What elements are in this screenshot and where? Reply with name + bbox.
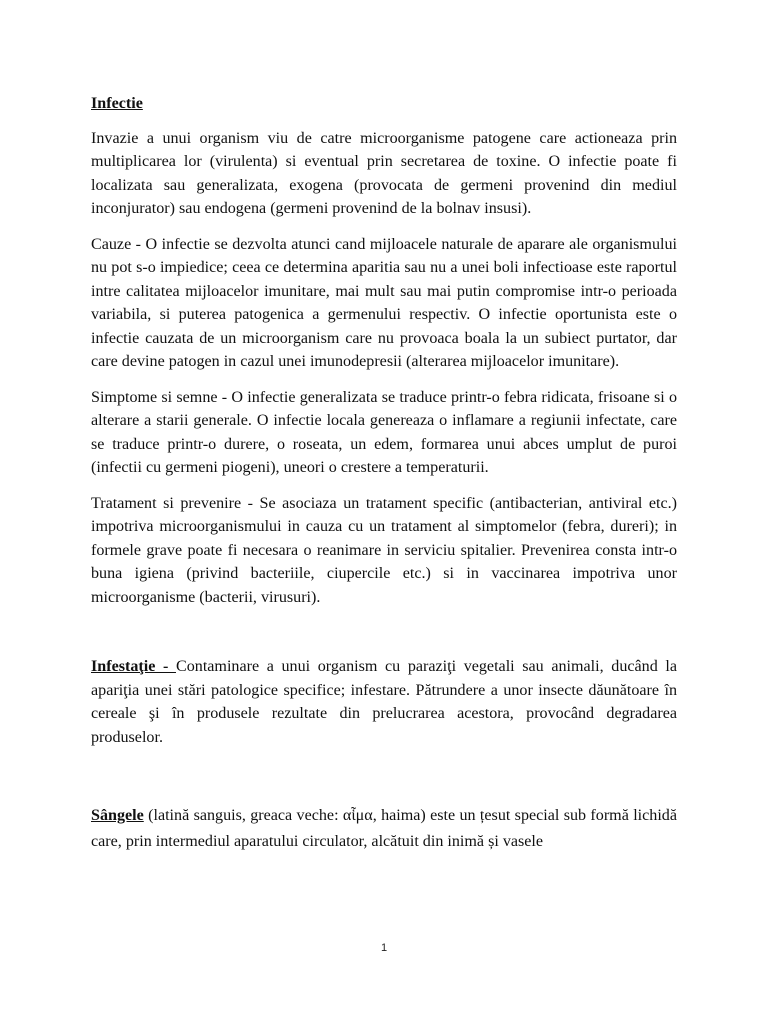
blood-definition: (latină sanguis, greaca veche: αἷμα, haima) este un țesut special sub formă lichidă care, prin intermediul aparatului circulator, alcătuit din inimă și vasele <box>91 807 677 850</box>
section-spacer <box>91 761 677 803</box>
infestation-paragraph <box>91 655 677 749</box>
section-spacer <box>91 621 677 655</box>
definition-paragraph: Invazie a unui organism viu de catre microorganisme patogene care actioneaza prin multiplicarea lor (virulenta) si eventual prin secretarea de toxine. O infectie poate fi localizata sau generalizata, exogena (provocata de germeni provenind din mediul inconjurator) sau endogena (germeni provenind de la bolnav insusi). <box>91 129 677 217</box>
document-title: Infectie <box>91 95 143 112</box>
causes-paragraph: Cauze - O infectie se dezvolta atunci cand mijloacele naturale de aparare ale organismului nu pot s-o impiedice; ceea ce determina aparitia sau nu a unei boli infectioase este raportul intre calitatea mijloacelor imunitare, mai mult sau mai putin compromise intr-o perioada variabila, si puterea patogenica a germenului respectiv. O infectie oportunista este o infectie cauzata de un microorganism care nu provoaca boala la un subiect purtator, dar care devine patogen in cazul unei imunodepresii (alterarea mijloacelor imunitare). <box>91 235 677 370</box>
treatment-paragraph: Tratament si prevenire - Se asociaza un tratament specific (antibacterian, antiviral etc.) impotriva microorganismului in cauza cu un tratament al simptomelor (febra, dureri); in formele grave poate fi necesara o reanimare in serviciu spitalier. Prevenirea consta intr-o buna igiena (privind bacteriile, ciupercile etc.) si in vaccinarea impotriva unor microorganisme (bacterii, virusuri). <box>91 494 677 606</box>
infestation-definition: Contaminare a unui organism cu paraziţi vegetali sau animali, ducând la apariţia unei stări patologice specifice; infestare. Pătrundere a unor insecte dăunătoare în cereale şi în produsele rezultate din prelucrarea acestora, provocând degradarea produselor. <box>91 658 677 746</box>
document-content <box>91 92 677 867</box>
blood-paragraph <box>91 803 677 855</box>
symptoms-paragraph: Simptome si semne - O infectie generalizata se traduce printr-o febra ridicata, frisoane si o alterare a starii generale. O infectie locala genereaza o inflamare a regiunii infectate, care se traduce printr-o durere, o roseata, un edem, formarea unui abces umplut de puroi (infectii cu germeni piogeni), uneori o crestere a temperaturii. <box>91 388 677 476</box>
infestation-term: Infestaţie - <box>91 658 176 675</box>
blood-term: Sângele <box>91 807 144 824</box>
page-number: 1 <box>380 942 388 954</box>
